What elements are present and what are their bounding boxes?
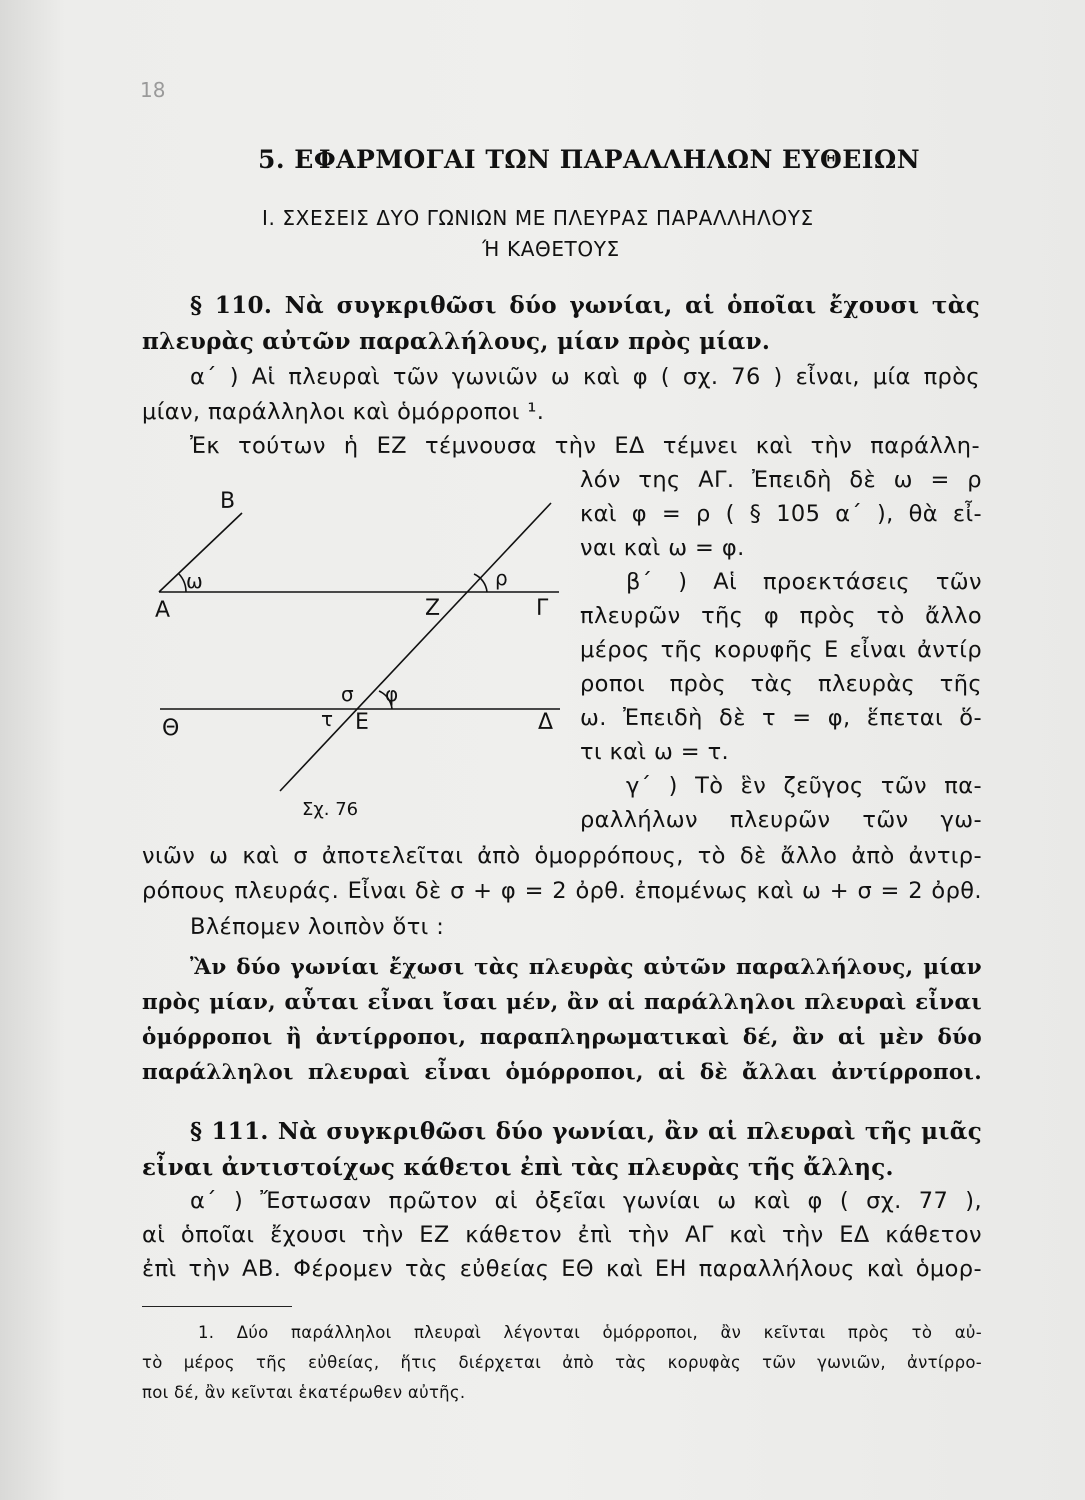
para111-heading-line2: εἶναι ἀντιστοίχως κάθετοι ἐπὶ τὰς πλευρὰς τῆς ἄλλης.: [142, 1154, 894, 1181]
line-transversal: [280, 503, 554, 791]
para110-a-line1: α΄ ) Αἱ πλευραὶ τῶν γωνιῶν ω καὶ φ ( σχ. 76 ) εἶναι, μία πρὸς: [190, 364, 980, 390]
label-omega: ω: [186, 569, 203, 593]
label-A: Α: [155, 598, 171, 623]
label-E: Ε: [355, 710, 369, 735]
para110-a-line2: μίαν, παράλληλοι καὶ ὁμόρροποι ¹.: [142, 399, 545, 425]
arc-omega: [179, 574, 186, 592]
label-Z: Ζ: [425, 596, 441, 621]
section-title-line2: Ή ΚΑΘΕΤΟΥΣ: [482, 237, 620, 261]
side-line: γ΄ ) Τὸ ἓν ζεῦγος τῶν πα-: [626, 773, 982, 799]
side-line: ροποι πρὸς τὰς πλευρὰς τῆς: [580, 671, 982, 697]
chapter-title: 5. ΕΦΑΡΜΟΓΑΙ ΤΩΝ ΠΑΡΑΛΛΗΛΩΝ ΕΥΘΕΙΩΝ: [258, 145, 921, 174]
para110-b-line1: Ἐκ τούτων ἡ ΕΖ τέμνουσα τὴν ΕΔ τέμνει καὶ τὴν παράλλη-: [190, 433, 980, 459]
side-line: ω. Ἐπειδὴ δὲ τ = φ, ἕπεται ὅ-: [580, 705, 982, 731]
label-B: Β: [220, 489, 236, 514]
label-Gamma: Γ: [536, 596, 549, 621]
side-line: ραλλήλων πλευρῶν τῶν γω-: [580, 807, 982, 833]
section-title-line1: Ι. ΣΧΕΣΕΙΣ ΔΥΟ ΓΩΝΙΩΝ ΜΕ ΠΛΕΥΡΑΣ ΠΑΡΑΛΛΗΛΟΥΣ: [262, 206, 814, 230]
rule-line: πρὸς μίαν, αὗται εἶναι ἴσαι μέν, ἂν αἱ παράλληλοι πλευραὶ εἶναι: [142, 990, 982, 1015]
side-line: ναι καὶ ω = φ.: [580, 535, 745, 561]
page-number: 18: [140, 78, 166, 102]
label-rho: ρ: [495, 566, 508, 590]
side-line: τι καὶ ω = τ.: [580, 739, 730, 765]
side-line: λόν της ΑΓ. Ἐπειδὴ δὲ ω = ρ: [580, 467, 982, 493]
para110-c-line1: νιῶν ω καὶ σ ἀποτελεῖται ἀπὸ ὁμορρόπους, τὸ δὲ ἄλλο ἀπὸ ἀντιρ-: [142, 843, 982, 869]
para110-heading-line2: πλευρὰς αὐτῶν παραλλήλους, μίαν πρὸς μίαν.: [142, 328, 771, 355]
footnote-line: τὸ μέρος τῆς εὐθείας, ἥτις διέρχεται ἀπὸ τὰς κορυφὰς τῶν γωνιῶν, ἀντίρρο-: [142, 1353, 982, 1372]
label-Delta: Δ: [538, 710, 554, 735]
para110-see-line: Βλέπομεν λοιπὸν ὅτι :: [190, 914, 445, 940]
rule-line: ὁμόρροποι ἢ ἀντίρροποι, παραπληρωματικαὶ δέ, ἂν αἱ μὲν δύο: [142, 1025, 982, 1050]
side-line: β΄ ) Αἱ προεκτάσεις τῶν: [626, 569, 982, 595]
side-line: πλευρῶν τῆς φ πρὸς τὸ ἄλλο: [580, 603, 982, 629]
para111-heading-line1: § 111. Νὰ συγκριθῶσι δύο γωνίαι, ἂν αἱ πλευραὶ τῆς μιᾶς: [190, 1118, 982, 1145]
side-line: μέρος τῆς κορυφῆς Ε εἶναι ἀντίρ: [580, 637, 982, 663]
figure-caption: Σχ. 76: [302, 799, 359, 820]
label-Theta: Θ: [162, 716, 180, 741]
rule-line: Ἂν δύο γωνίαι ἔχωσι τὰς πλευρὰς αὐτῶν παραλλήλους, μίαν: [190, 955, 982, 980]
para110-c-line2: ρόπους πλευράς. Εἶναι δὲ σ + φ = 2 ὀρθ. ἐπομένως καὶ ω + σ = 2 ὀρθ.: [142, 878, 982, 904]
label-phi: φ: [385, 682, 399, 706]
side-line: καὶ φ = ρ ( § 105 α΄ ), θὰ εἶ-: [580, 501, 982, 527]
para111-line: α΄ ) Ἔστωσαν πρῶτον αἱ ὀξεῖαι γωνίαι ω καὶ φ ( σχ. 77 ),: [190, 1188, 982, 1214]
para111-line: ἐπὶ τὴν ΑΒ. Φέρομεν τὰς εὐθείας ΕΘ καὶ ΕΗ παραλλήλους καὶ ὁμορ-: [142, 1256, 982, 1282]
footnote-rule: [142, 1306, 292, 1307]
label-sigma: σ: [341, 682, 354, 706]
label-tau: τ: [321, 707, 334, 731]
para111-line: αἱ ὁποῖαι ἔχουσι τὴν ΕΖ κάθετον ἐπὶ τὴν ΑΓ καὶ τὴν ΕΔ κάθετον: [142, 1222, 982, 1248]
footnote-line: ποι δέ, ἂν κεῖνται ἑκατέρωθεν αὐτῆς.: [142, 1383, 466, 1402]
footnote-line: 1. Δύο παράλληλοι πλευραὶ λέγονται ὁμόρροποι, ἂν κεῖνται πρὸς τὸ αὐ-: [198, 1323, 982, 1342]
para110-heading-line1: § 110. Νὰ συγκριθῶσι δύο γωνίαι, αἱ ὁποῖαι ἔχουσι τὰς: [190, 292, 980, 319]
rule-line: παράλληλοι πλευραὶ εἶναι ὁμόρροποι, αἱ δὲ ἄλλαι ἀντίρροποι.: [142, 1060, 982, 1085]
